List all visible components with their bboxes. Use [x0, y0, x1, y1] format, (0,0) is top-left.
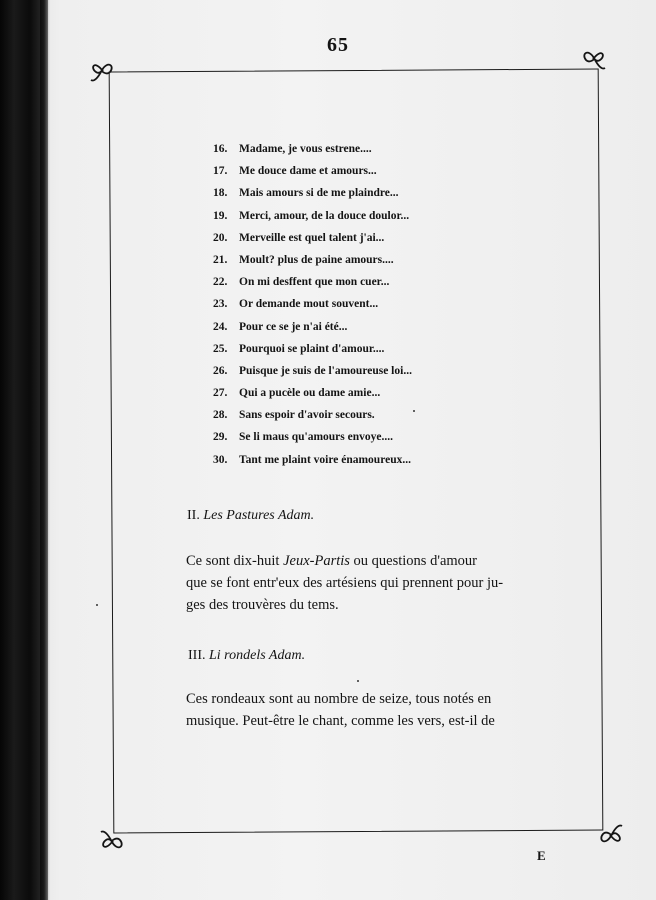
item-text: Pourquoi se plaint d'amour.... — [239, 342, 385, 355]
item-number: 20. — [213, 231, 228, 244]
item-number: 23. — [213, 298, 228, 311]
corner-ornament-bottom-right-icon — [597, 822, 625, 850]
list-item — [213, 249, 473, 271]
paragraph-rondeaux — [186, 688, 546, 732]
item-number: 18. — [213, 187, 228, 200]
item-text: On mi desffent que mon cuer... — [239, 276, 390, 289]
paragraph-line: que se font entr'eux des artésiens qui prennent pour ju- — [186, 575, 504, 591]
item-number: 24. — [213, 320, 228, 333]
corner-ornament-top-left-icon — [88, 56, 116, 84]
paper-speck — [413, 410, 415, 412]
item-text: Merveille est quel talent j'ai... — [239, 231, 385, 244]
paper-speck — [96, 604, 98, 606]
item-number: 19. — [213, 209, 228, 222]
list-item — [213, 449, 473, 471]
item-text: Mais amours si de me plaindre... — [239, 187, 399, 200]
item-number: 25. — [213, 342, 228, 355]
item-text: Tant me plaint voire énamoureux... — [239, 453, 411, 466]
item-number: 28. — [213, 409, 228, 422]
list-item — [213, 382, 473, 404]
section-heading-rondels — [188, 648, 305, 664]
list-item — [213, 426, 473, 448]
item-text: Se li maus qu'amours envoye.... — [239, 431, 393, 444]
list-item — [213, 160, 473, 182]
section-title: Li rondels Adam. — [209, 648, 306, 663]
italic-term: Jeux-Partis — [283, 553, 350, 569]
list-item — [213, 360, 473, 382]
list-item — [213, 404, 473, 426]
list-item — [213, 138, 473, 160]
item-number: 29. — [213, 431, 228, 444]
text-run: ou questions d'amour — [349, 553, 477, 569]
list-item — [213, 293, 473, 315]
item-text: Pour ce se je n'ai été... — [239, 320, 348, 333]
paragraph-jeux-partis — [186, 550, 546, 616]
item-number: 16. — [213, 143, 228, 155]
item-text: Merci, amour, de la douce doulor... — [239, 209, 410, 222]
item-text: Sans espoir d'avoir secours. — [239, 409, 375, 422]
list-item — [213, 227, 473, 249]
paper-speck — [357, 680, 359, 682]
item-number: 26. — [213, 364, 228, 377]
list-item — [213, 338, 473, 360]
item-number: 27. — [213, 387, 228, 400]
item-number: 17. — [213, 165, 228, 178]
corner-ornament-top-right-icon — [580, 44, 608, 72]
item-text: Madame, je vous estrene.... — [239, 143, 372, 155]
paragraph-line — [186, 550, 546, 572]
item-text: Qui a pucèle ou dame amie... — [239, 387, 381, 400]
item-text: Me douce dame et amours... — [239, 165, 377, 178]
item-text: Puisque je suis de l'amoureuse loi... — [239, 364, 412, 377]
corner-ornament-bottom-left-icon — [98, 828, 126, 856]
item-number: 30. — [213, 453, 228, 466]
item-text: Or demande mout souvent... — [239, 298, 379, 311]
paragraph-line: ges des trouvères du tems. — [186, 597, 339, 613]
spine-edge-shadow — [40, 0, 50, 900]
list-item — [213, 182, 473, 204]
item-number: 22. — [213, 276, 228, 289]
list-item — [213, 316, 473, 338]
section-heading-pastures — [187, 508, 314, 524]
section-numeral: II. — [187, 508, 200, 523]
paragraph-line: Ces rondeaux sont au nombre de seize, tous notés en — [186, 691, 492, 707]
section-title: Les Pastures Adam. — [203, 508, 315, 523]
list-item — [213, 271, 473, 293]
list-item — [213, 205, 473, 227]
text-run: Ce sont dix-huit — [186, 553, 284, 569]
item-text: Moult? plus de paine amours.... — [239, 253, 394, 266]
page-number: 65 — [327, 34, 349, 56]
item-number: 21. — [213, 253, 228, 266]
section-numeral: III. — [188, 648, 206, 663]
paragraph-line: musique. Peut-être le chant, comme les vers, est-il de — [186, 713, 495, 729]
song-list — [213, 138, 473, 471]
signature-mark: E — [537, 848, 546, 863]
